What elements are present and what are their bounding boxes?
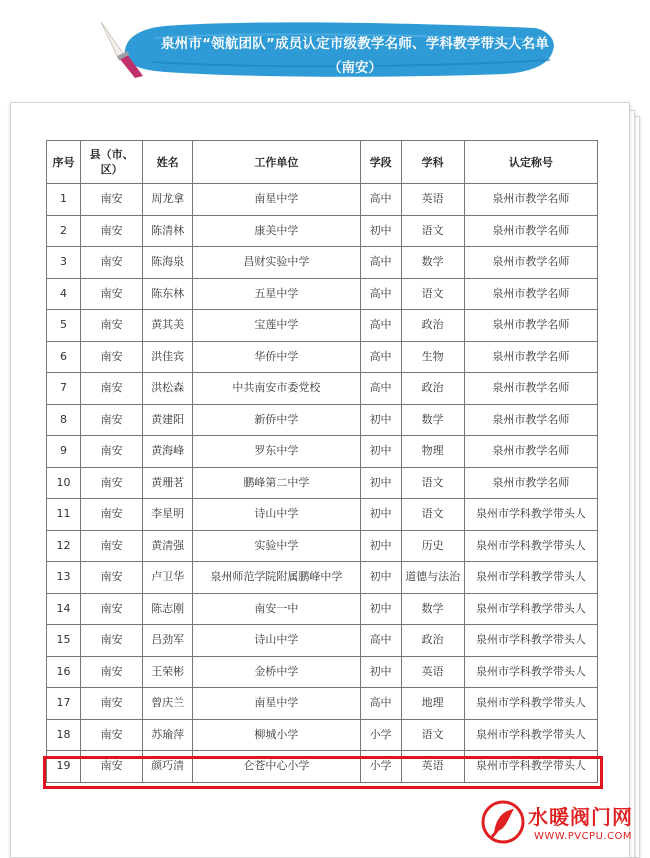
cell-county: 南安 [81,688,143,720]
cell-subject: 英语 [401,751,464,783]
page-subtitle: （南安） [328,60,382,76]
cell-subject: 政治 [401,373,464,405]
cell-county: 南安 [81,436,143,468]
cell-unit: 仑苍中心小学 [193,751,360,783]
cell-seq: 19 [47,751,81,783]
table-row [47,467,598,499]
watermark-name: 水暖阀门网 [528,805,633,829]
cell-title: 泉州市学科教学带头人 [464,751,597,783]
cell-seq: 14 [47,593,81,625]
cell-title: 泉州市教学名师 [464,467,597,499]
cell-name: 陈海泉 [143,247,193,279]
cell-title: 泉州市教学名师 [464,373,597,405]
cell-stage: 高中 [360,625,401,657]
cell-county: 南安 [81,215,143,247]
header-county: 县（市、区） [81,141,143,184]
cell-stage: 小学 [360,751,401,783]
cell-county: 南安 [81,530,143,562]
watermark-logo-icon [480,799,526,845]
cell-title: 泉州市教学名师 [464,341,597,373]
cell-seq: 15 [47,625,81,657]
table-row [47,530,598,562]
header-name: 姓名 [143,141,193,184]
cell-name: 陈东林 [143,278,193,310]
cell-stage: 初中 [360,593,401,625]
cell-county: 南安 [81,593,143,625]
cell-seq: 7 [47,373,81,405]
cell-unit: 南安一中 [193,593,360,625]
cell-subject: 数学 [401,593,464,625]
cell-name: 陈清林 [143,215,193,247]
cell-title: 泉州市教学名师 [464,310,597,342]
cell-seq: 1 [47,184,81,216]
cell-county: 南安 [81,341,143,373]
watermark [470,795,650,852]
cell-stage: 小学 [360,719,401,751]
cell-county: 南安 [81,719,143,751]
cell-county: 南安 [81,467,143,499]
cell-title: 泉州市学科教学带头人 [464,499,597,531]
cell-seq: 3 [47,247,81,279]
cell-subject: 语文 [401,215,464,247]
cell-county: 南安 [81,625,143,657]
cell-name: 黄海峰 [143,436,193,468]
cell-subject: 道德与法治 [401,562,464,594]
cell-county: 南安 [81,278,143,310]
cell-name: 黄其美 [143,310,193,342]
cell-seq: 16 [47,656,81,688]
table-row [47,278,598,310]
cell-stage: 初中 [360,499,401,531]
cell-unit: 华侨中学 [193,341,360,373]
table-row [47,719,598,751]
cell-county: 南安 [81,310,143,342]
cell-subject: 语文 [401,719,464,751]
cell-title: 泉州市教学名师 [464,215,597,247]
cell-unit: 新侨中学 [193,404,360,436]
cell-title: 泉州市教学名师 [464,436,597,468]
cell-seq: 10 [47,467,81,499]
cell-name: 曾庆兰 [143,688,193,720]
cell-stage: 高中 [360,247,401,279]
table-row [47,562,598,594]
cell-name: 李星明 [143,499,193,531]
cell-title: 泉州市教学名师 [464,247,597,279]
cell-title: 泉州市学科教学带头人 [464,688,597,720]
cell-unit: 泉州师范学院附属鹏峰中学 [193,562,360,594]
cell-county: 南安 [81,656,143,688]
cell-stage: 初中 [360,562,401,594]
cell-seq: 17 [47,688,81,720]
cell-unit: 罗东中学 [193,436,360,468]
cell-unit: 实验中学 [193,530,360,562]
cell-subject: 英语 [401,656,464,688]
cell-county: 南安 [81,562,143,594]
table-row [47,625,598,657]
table-row [47,436,598,468]
cell-unit: 金桥中学 [193,656,360,688]
table-row [47,593,598,625]
page-title: 泉州市“领航团队”成员认定市级教学名师、学科教学带头人名单 [160,36,550,52]
cell-county: 南安 [81,404,143,436]
cell-subject: 语文 [401,467,464,499]
cell-unit: 柳城小学 [193,719,360,751]
header-banner [95,18,565,80]
cell-county: 南安 [81,499,143,531]
cell-stage: 初中 [360,436,401,468]
table-row [47,373,598,405]
cell-seq: 9 [47,436,81,468]
cell-subject: 历史 [401,530,464,562]
teacher-roster-table [46,140,598,783]
cell-title: 泉州市学科教学带头人 [464,719,597,751]
cell-name: 黄建阳 [143,404,193,436]
cell-name: 洪松森 [143,373,193,405]
cell-name: 颜巧清 [143,751,193,783]
table-row [47,688,598,720]
cell-stage: 高中 [360,278,401,310]
cell-subject: 政治 [401,625,464,657]
cell-stage: 高中 [360,688,401,720]
cell-stage: 初中 [360,530,401,562]
cell-stage: 初中 [360,404,401,436]
cell-name: 周龙拿 [143,184,193,216]
cell-stage: 高中 [360,310,401,342]
cell-seq: 8 [47,404,81,436]
cell-county: 南安 [81,247,143,279]
cell-seq: 2 [47,215,81,247]
cell-unit: 五星中学 [193,278,360,310]
table-row [47,656,598,688]
cell-seq: 13 [47,562,81,594]
header-title: 认定称号 [464,141,597,184]
cell-county: 南安 [81,751,143,783]
cell-title: 泉州市学科教学带头人 [464,593,597,625]
cell-subject: 英语 [401,184,464,216]
cell-subject: 数学 [401,404,464,436]
cell-name: 苏瑜萍 [143,719,193,751]
cell-unit: 昌财实验中学 [193,247,360,279]
cell-title: 泉州市教学名师 [464,278,597,310]
table-row [47,310,598,342]
cell-unit: 诗山中学 [193,499,360,531]
header-unit: 工作单位 [193,141,360,184]
cell-title: 泉州市教学名师 [464,184,597,216]
cell-stage: 初中 [360,215,401,247]
cell-stage: 高中 [360,184,401,216]
header-stage: 学段 [360,141,401,184]
cell-subject: 物理 [401,436,464,468]
cell-subject: 数学 [401,247,464,279]
cell-title: 泉州市学科教学带头人 [464,656,597,688]
header-seq: 序号 [47,141,81,184]
cell-stage: 高中 [360,373,401,405]
cell-name: 黄珊茗 [143,467,193,499]
cell-stage: 初中 [360,467,401,499]
cell-seq: 6 [47,341,81,373]
cell-name: 王荣彬 [143,656,193,688]
table-header-row [47,141,598,184]
cell-subject: 语文 [401,499,464,531]
cell-unit: 中共南安市委党校 [193,373,360,405]
cell-unit: 宝莲中学 [193,310,360,342]
cell-subject: 地理 [401,688,464,720]
watermark-url: WWW.PVCPU.COM [534,831,633,842]
table-row [47,247,598,279]
cell-stage: 初中 [360,656,401,688]
cell-unit: 南星中学 [193,184,360,216]
cell-name: 吕劲军 [143,625,193,657]
table-body [47,184,598,783]
table-row [47,215,598,247]
table-row [47,184,598,216]
cell-name: 陈志刚 [143,593,193,625]
table-row [47,751,598,783]
cell-unit: 诗山中学 [193,625,360,657]
cell-county: 南安 [81,184,143,216]
cell-seq: 18 [47,719,81,751]
cell-subject: 政治 [401,310,464,342]
cell-name: 黄清强 [143,530,193,562]
cell-seq: 11 [47,499,81,531]
cell-seq: 5 [47,310,81,342]
cell-unit: 南星中学 [193,688,360,720]
header-subject: 学科 [401,141,464,184]
cell-title: 泉州市学科教学带头人 [464,562,597,594]
cell-name: 卢卫华 [143,562,193,594]
table-row [47,499,598,531]
cell-subject: 生物 [401,341,464,373]
cell-title: 泉州市教学名师 [464,404,597,436]
cell-title: 泉州市学科教学带头人 [464,625,597,657]
table-row [47,341,598,373]
table-row [47,404,598,436]
cell-seq: 12 [47,530,81,562]
cell-county: 南安 [81,373,143,405]
cell-subject: 语文 [401,278,464,310]
cell-unit: 鹏峰第二中学 [193,467,360,499]
cell-stage: 高中 [360,341,401,373]
cell-unit: 康美中学 [193,215,360,247]
cell-title: 泉州市学科教学带头人 [464,530,597,562]
cell-name: 洪佳宾 [143,341,193,373]
cell-seq: 4 [47,278,81,310]
